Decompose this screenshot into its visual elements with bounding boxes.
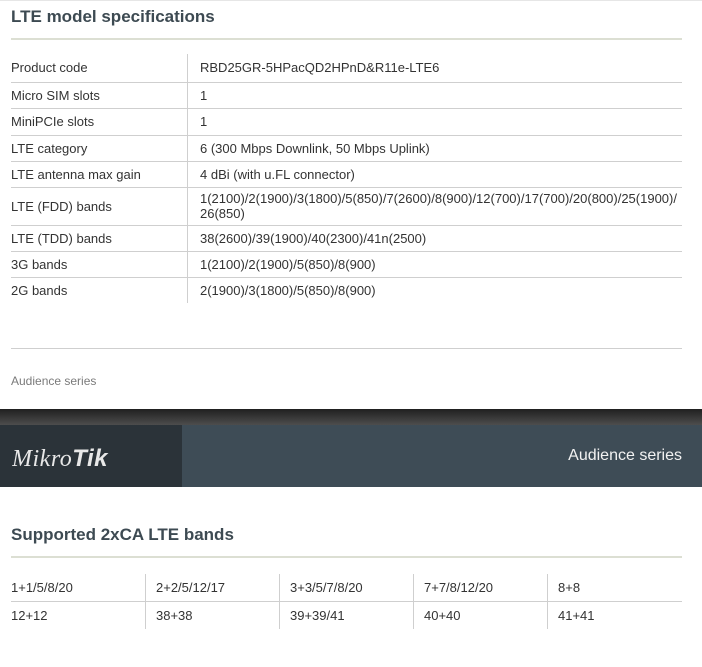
mikrotik-logo-text: MikroTik [12,445,109,472]
ca-cell: 3+3/5/7/8/20 [279,574,413,601]
ca-cell: 7+7/8/12/20 [413,574,547,601]
table-row [11,161,682,187]
spec-value: RBD25GR-5HPacQD2HPnD&R11e-LTE6 [188,54,683,82]
brand-logo-area[interactable] [0,425,182,487]
spec-label: Micro SIM slots [11,82,188,108]
spec-value: 2(1900)/3(1800)/5(850)/8(900) [200,282,376,298]
mikrotik-logo [12,439,122,473]
ca-title-rule [11,556,682,558]
spec-label: 3G bands [11,251,188,277]
ca-cell: 39+39/41 [279,602,413,629]
ca-cell: 38+38 [145,602,279,629]
table-row [11,135,682,161]
spec-value: 4 dBi (with u.FL connector) [188,161,683,187]
ca-cell: 8+8 [547,574,682,601]
spec-label: MiniPCIe slots [11,108,188,135]
table-row [11,108,682,135]
table-row [11,225,682,251]
table-row [11,277,682,303]
ca-cell: 2+2/5/12/17 [145,574,279,601]
spec-section-title: LTE model specifications [11,7,215,26]
table-row [11,82,682,108]
top-divider [0,0,702,1]
table-row [11,187,682,225]
dark-separator-bar [0,409,702,425]
spec-value: 1 [188,82,683,108]
table-row [11,251,682,277]
spec-label: Product code [11,54,188,82]
footer-caption: Audience series [11,374,97,388]
spec-label: LTE (TDD) bands [11,225,188,251]
spec-value: 1 [188,108,683,135]
section-divider [11,348,682,349]
spec-label: LTE antenna max gain [11,161,188,187]
spec-table [11,54,682,303]
spec-title-rule [11,38,682,40]
ca-cell: 12+12 [11,608,48,623]
table-row [11,602,682,629]
ca-cell: 1+1/5/8/20 [11,580,73,595]
spec-value: 1(2100)/2(1900)/3(1800)/5(850)/7(2600)/8(900)/12(700)/17(700)/20(800)/25(1900)/ 26(850) [188,187,683,225]
spec-label: LTE category [11,135,188,161]
ca-bands-grid [11,574,682,629]
banner-title: Audience series [568,447,682,464]
spec-label: 2G bands [11,277,188,303]
spec-value: 1(2100)/2(1900)/5(850)/8(900) [188,251,683,277]
banner [182,425,702,487]
spec-value: 38(2600)/39(1900)/40(2300)/41n(2500) [188,225,683,251]
table-row [11,54,682,82]
table-row [11,574,682,602]
spec-value: 6 (300 Mbps Downlink, 50 Mbps Uplink) [188,135,683,161]
ca-cell: 41+41 [547,602,682,629]
ca-cell: 40+40 [413,602,547,629]
spec-label: LTE (FDD) bands [11,187,188,225]
ca-section-title: Supported 2xCA LTE bands [11,525,234,544]
